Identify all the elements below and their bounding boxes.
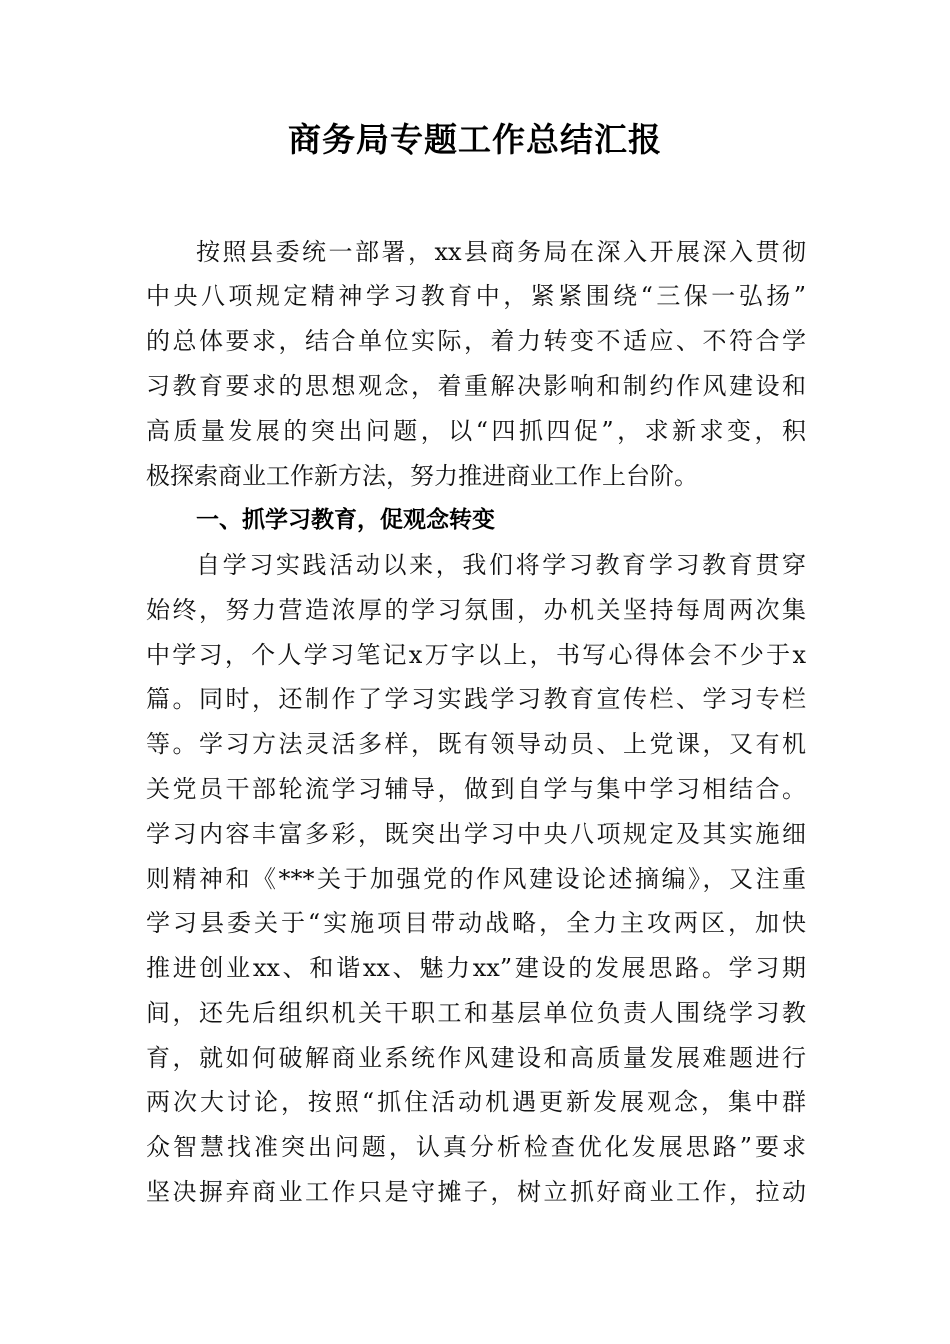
paragraph-line: 坚决摒弃商业工作只是守摊子，树立抓好商业工作，拉动 (146, 1178, 806, 1206)
paragraph-line: 高质量发展的突出问题，以“四抓四促”，求新求变，积 (146, 417, 806, 445)
paragraph-line: 的总体要求，结合单位实际，着力转变不适应、不符合学 (146, 327, 806, 355)
document-title: 商务局专题工作总结汇报 (288, 120, 662, 159)
paragraph-line: 众智慧找准突出问题，认真分析检查优化发展思路”要求 (146, 1133, 806, 1161)
paragraph-line: 等。学习方法灵活多样，既有领导动员、上党课，又有机 (146, 730, 806, 758)
paragraph-line: 按照县委统一部署，xx县商务局在深入开展深入贯彻 (196, 238, 806, 266)
section-heading: 一、抓学习教育，促观念转变 (196, 507, 495, 533)
paragraph-line: 篇。同时，还制作了学习实践学习教育宣传栏、学习专栏 (146, 685, 806, 713)
paragraph-line: 中学习，个人学习笔记x万字以上，书写心得体会不少于x (146, 641, 806, 669)
paragraph-line: 学习县委关于“实施项目带动战略，全力主攻两区，加快 (146, 909, 806, 937)
paragraph-line: 间，还先后组织机关干职工和基层单位负责人围绕学习教 (146, 999, 806, 1027)
paragraph-line: 则精神和《***关于加强党的作风建设论述摘编》，又注重 (146, 865, 806, 893)
paragraph-line: 中央八项规定精神学习教育中，紧紧围绕“三保一弘扬” (146, 282, 806, 310)
paragraph-line: 极探索商业工作新方法，努力推进商业工作上台阶。 (146, 462, 698, 490)
paragraph-line: 推进创业xx、和谐xx、魅力xx”建设的发展思路。学习期 (146, 954, 806, 982)
paragraph-line: 学习内容丰富多彩，既突出学习中央八项规定及其实施细 (146, 820, 806, 848)
paragraph-line: 自学习实践活动以来，我们将学习教育学习教育贯穿 (196, 551, 806, 579)
paragraph-line: 始终，努力营造浓厚的学习氛围，办机关坚持每周两次集 (146, 596, 806, 624)
paragraph-line: 习教育要求的思想观念，着重解决影响和制约作风建设和 (146, 372, 806, 400)
paragraph-line: 育，就如何破解商业系统作风建设和高质量发展难题进行 (146, 1044, 806, 1072)
paragraph-line: 关党员干部轮流学习辅导，做到自学与集中学习相结合。 (146, 775, 806, 803)
paragraph-line: 两次大讨论，按照“抓住活动机遇更新发展观念，集中群 (146, 1088, 806, 1116)
